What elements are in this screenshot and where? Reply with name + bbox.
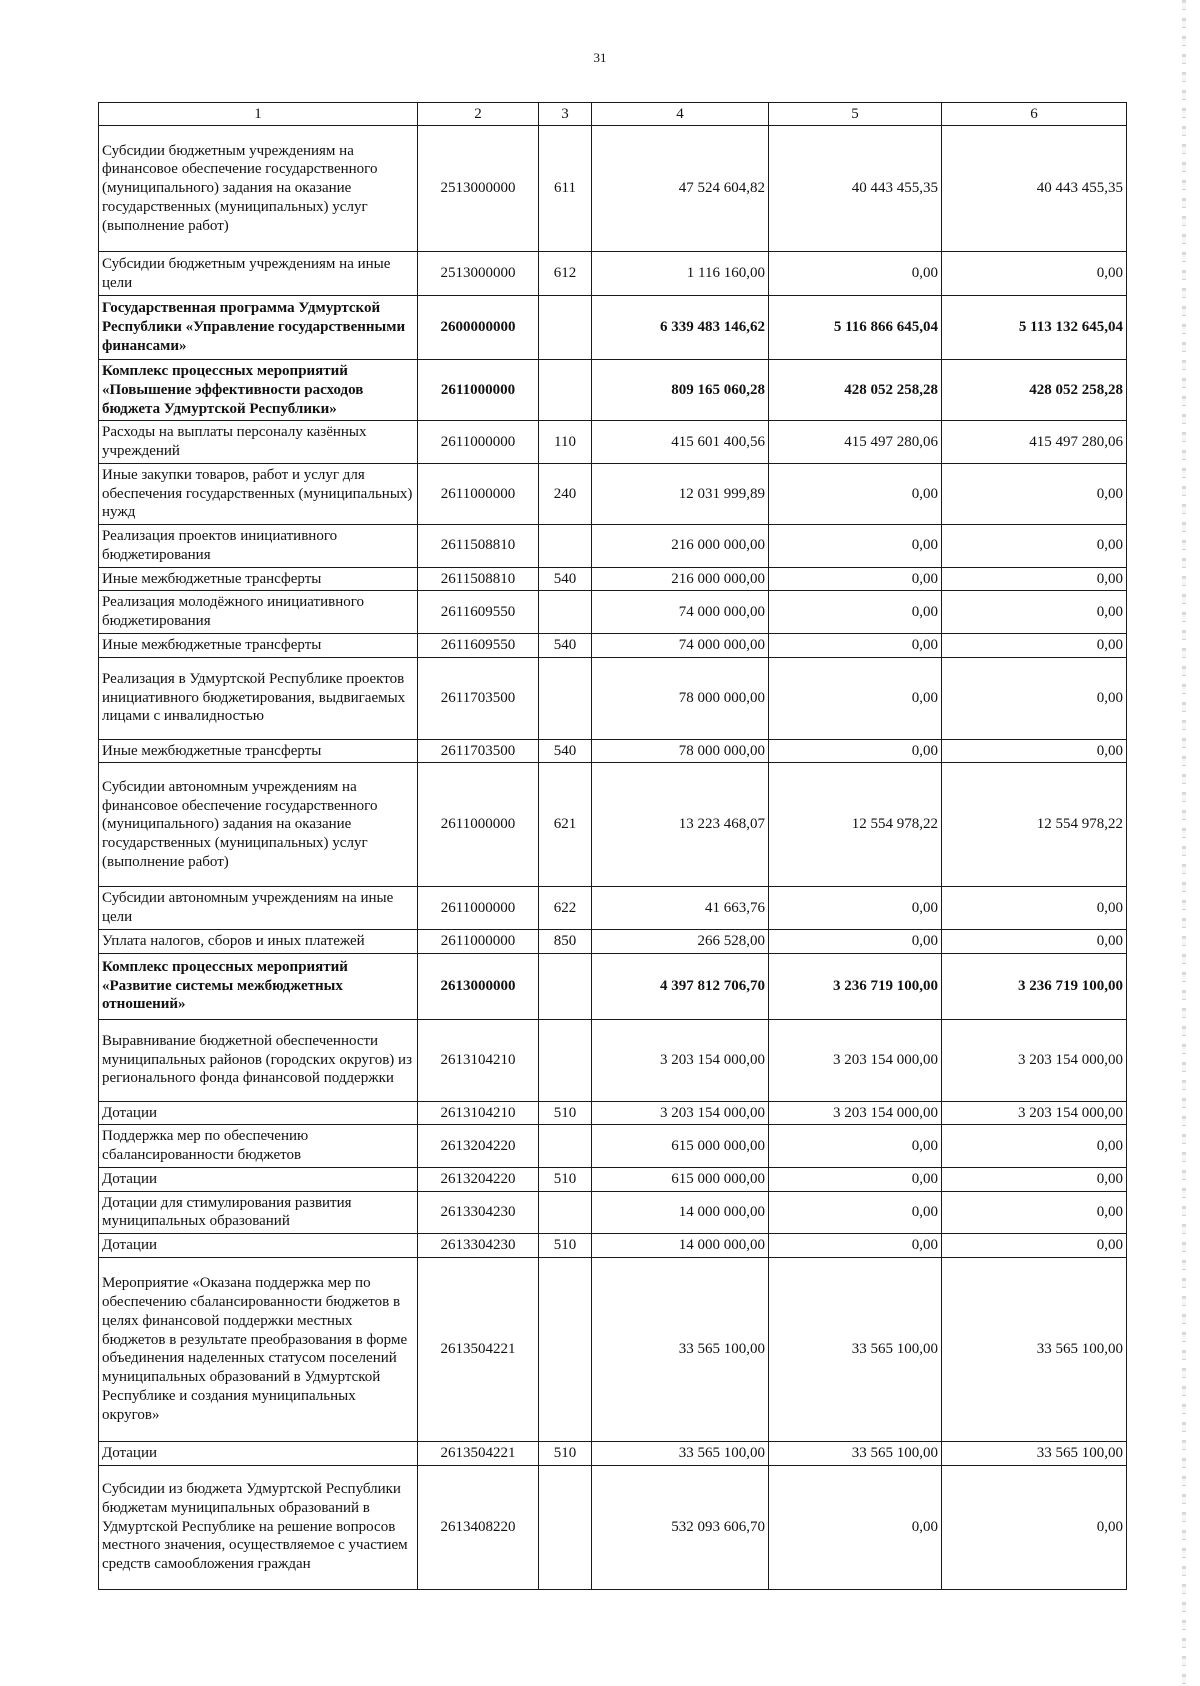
row-amount-3: 33 565 100,00 [942,1441,1127,1465]
row-name: Субсидии автономным учреждениям на иные цели [99,887,418,930]
table-row [99,525,1127,568]
row-expense-type [539,1191,592,1234]
row-amount-2: 3 203 154 000,00 [769,1101,942,1125]
row-name: Субсидии из бюджета Удмуртской Республики бюджетам муниципальных образований в Удмуртской Республике на решение вопросов местного значения, осуществляемое с участием средств самообложения граждан [99,1465,418,1589]
row-amount-2: 0,00 [769,1465,942,1589]
row-expense-type: 850 [539,929,592,953]
row-code: 2613504221 [418,1441,539,1465]
row-amount-2: 428 052 258,28 [769,360,942,421]
row-name: Мероприятие «Оказана поддержка мер по обеспечению сбалансированности бюджетов в целях финансовой поддержки местных бюджетов в результате преобразования в форме объединения наделенных статусом поселений муниципальных образований в Удмуртской Республике и создания муниципальных округов» [99,1257,418,1441]
row-amount-3: 3 236 719 100,00 [942,953,1127,1019]
row-name: Реализация проектов инициативного бюджетирования [99,525,418,568]
table-row [99,929,1127,953]
row-amount-3: 0,00 [942,633,1127,657]
row-amount-2: 0,00 [769,525,942,568]
row-expense-type: 540 [539,739,592,763]
row-amount-2: 40 443 455,35 [769,126,942,252]
row-amount-1: 615 000 000,00 [592,1125,769,1168]
row-amount-2: 0,00 [769,887,942,930]
row-amount-2: 0,00 [769,1234,942,1258]
row-expense-type: 510 [539,1101,592,1125]
row-amount-3: 0,00 [942,887,1127,930]
table-row [99,360,1127,421]
row-expense-type [539,953,592,1019]
row-amount-1: 415 601 400,56 [592,421,769,464]
row-amount-1: 33 565 100,00 [592,1441,769,1465]
row-code: 2613408220 [418,1465,539,1589]
row-amount-1: 12 031 999,89 [592,463,769,524]
row-amount-1: 78 000 000,00 [592,657,769,739]
row-amount-3: 0,00 [942,525,1127,568]
row-code: 2611000000 [418,887,539,930]
row-amount-3: 0,00 [942,591,1127,634]
row-amount-1: 78 000 000,00 [592,739,769,763]
row-name: Государственная программа Удмуртской Республики «Управление государственными финансами» [99,296,418,360]
table-row [99,463,1127,524]
column-header: 5 [769,103,942,126]
row-name: Субсидии автономным учреждениям на финансовое обеспечение государственного (муниципального) задания на оказание государственных (муниципальных) услуг (выполнение работ) [99,763,418,887]
table-row [99,953,1127,1019]
row-amount-1: 41 663,76 [592,887,769,930]
row-amount-1: 615 000 000,00 [592,1167,769,1191]
header-row [99,103,1127,126]
table-row [99,252,1127,296]
row-amount-2: 0,00 [769,1191,942,1234]
row-amount-1: 6 339 483 146,62 [592,296,769,360]
row-amount-3: 0,00 [942,252,1127,296]
row-amount-2: 0,00 [769,591,942,634]
row-amount-3: 0,00 [942,739,1127,763]
row-amount-3: 0,00 [942,567,1127,591]
row-amount-3: 40 443 455,35 [942,126,1127,252]
row-amount-1: 809 165 060,28 [592,360,769,421]
row-name: Выравнивание бюджетной обеспеченности муниципальных районов (городских округов) из регионального фонда финансовой поддержки [99,1019,418,1101]
table-row [99,763,1127,887]
table-row [99,887,1127,930]
row-amount-2: 0,00 [769,1167,942,1191]
page-number: 31 [593,50,607,65]
table-row [99,1465,1127,1589]
row-expense-type: 612 [539,252,592,296]
table-row [99,421,1127,464]
row-expense-type [539,360,592,421]
row-expense-type [539,296,592,360]
row-name: Иные закупки товаров, работ и услуг для обеспечения государственных (муниципальных) нужд [99,463,418,524]
table-row [99,739,1127,763]
row-amount-2: 0,00 [769,633,942,657]
row-code: 2611000000 [418,929,539,953]
row-code: 2611609550 [418,633,539,657]
row-amount-3: 0,00 [942,1125,1127,1168]
row-amount-3: 415 497 280,06 [942,421,1127,464]
row-code: 2513000000 [418,252,539,296]
row-name: Дотации для стимулирования развития муниципальных образований [99,1191,418,1234]
row-amount-1: 47 524 604,82 [592,126,769,252]
row-expense-type: 110 [539,421,592,464]
row-amount-1: 532 093 606,70 [592,1465,769,1589]
row-expense-type [539,657,592,739]
row-name: Дотации [99,1167,418,1191]
row-amount-2: 33 565 100,00 [769,1257,942,1441]
row-amount-2: 0,00 [769,657,942,739]
row-code: 2613304230 [418,1191,539,1234]
column-header: 6 [942,103,1127,126]
budget-table [98,102,1127,1590]
row-amount-2: 12 554 978,22 [769,763,942,887]
row-amount-3: 0,00 [942,929,1127,953]
row-code: 2613104210 [418,1019,539,1101]
row-name: Комплекс процессных мероприятий «Повышение эффективности расходов бюджета Удмуртской Республики» [99,360,418,421]
row-expense-type [539,1125,592,1168]
scan-edge [1182,0,1186,1686]
row-amount-3: 0,00 [942,1234,1127,1258]
row-name: Реализация молодёжного инициативного бюджетирования [99,591,418,634]
row-code: 2611703500 [418,739,539,763]
row-amount-1: 13 223 468,07 [592,763,769,887]
row-code: 2611000000 [418,763,539,887]
row-amount-2: 0,00 [769,1125,942,1168]
row-code: 2613304230 [418,1234,539,1258]
table-row [99,296,1127,360]
row-name: Субсидии бюджетным учреждениям на иные цели [99,252,418,296]
row-code: 2613104210 [418,1101,539,1125]
row-name: Реализация в Удмуртской Республике проектов инициативного бюджетирования, выдвигаемых лицами с инвалидностью [99,657,418,739]
row-code: 2613204220 [418,1167,539,1191]
row-amount-3: 12 554 978,22 [942,763,1127,887]
row-code: 2611000000 [418,421,539,464]
row-expense-type [539,1257,592,1441]
row-amount-3: 0,00 [942,1465,1127,1589]
row-amount-1: 266 528,00 [592,929,769,953]
row-expense-type [539,525,592,568]
row-amount-2: 0,00 [769,567,942,591]
table-row [99,591,1127,634]
row-name: Уплата налогов, сборов и иных платежей [99,929,418,953]
row-amount-2: 33 565 100,00 [769,1441,942,1465]
row-amount-1: 216 000 000,00 [592,525,769,568]
row-expense-type: 510 [539,1167,592,1191]
table-row [99,126,1127,252]
table-row [99,1019,1127,1101]
row-expense-type: 540 [539,633,592,657]
table-row [99,1191,1127,1234]
row-name: Расходы на выплаты персоналу казённых учреждений [99,421,418,464]
row-code: 2600000000 [418,296,539,360]
row-amount-3: 0,00 [942,463,1127,524]
row-expense-type: 510 [539,1234,592,1258]
row-name: Субсидии бюджетным учреждениям на финансовое обеспечение государственного (муниципального) задания на оказание государственных (муниципальных) услуг (выполнение работ) [99,126,418,252]
column-header: 3 [539,103,592,126]
row-amount-1: 33 565 100,00 [592,1257,769,1441]
row-name: Дотации [99,1101,418,1125]
row-amount-2: 3 236 719 100,00 [769,953,942,1019]
row-amount-3: 3 203 154 000,00 [942,1101,1127,1125]
table-row [99,1441,1127,1465]
row-expense-type [539,1019,592,1101]
row-amount-3: 0,00 [942,657,1127,739]
row-amount-3: 5 113 132 645,04 [942,296,1127,360]
row-amount-1: 4 397 812 706,70 [592,953,769,1019]
row-code: 2611609550 [418,591,539,634]
row-amount-1: 3 203 154 000,00 [592,1019,769,1101]
row-amount-3: 0,00 [942,1167,1127,1191]
row-name: Дотации [99,1441,418,1465]
table-row [99,567,1127,591]
row-name: Иные межбюджетные трансферты [99,567,418,591]
row-amount-1: 14 000 000,00 [592,1191,769,1234]
row-amount-1: 14 000 000,00 [592,1234,769,1258]
row-amount-3: 3 203 154 000,00 [942,1019,1127,1101]
row-code: 2613504221 [418,1257,539,1441]
row-code: 2613204220 [418,1125,539,1168]
row-code: 2613000000 [418,953,539,1019]
table-row [99,1101,1127,1125]
table-row [99,633,1127,657]
row-expense-type: 510 [539,1441,592,1465]
row-amount-1: 3 203 154 000,00 [592,1101,769,1125]
table-row [99,1257,1127,1441]
row-amount-3: 0,00 [942,1191,1127,1234]
row-expense-type: 540 [539,567,592,591]
table-row [99,1234,1127,1258]
row-amount-1: 74 000 000,00 [592,633,769,657]
row-amount-2: 0,00 [769,463,942,524]
table-row [99,1167,1127,1191]
row-code: 2611000000 [418,360,539,421]
row-code: 2611508810 [418,567,539,591]
row-amount-1: 74 000 000,00 [592,591,769,634]
row-code: 2611508810 [418,525,539,568]
row-amount-2: 5 116 866 645,04 [769,296,942,360]
row-expense-type [539,591,592,634]
row-code: 2611703500 [418,657,539,739]
column-header: 1 [99,103,418,126]
row-expense-type: 240 [539,463,592,524]
row-amount-3: 33 565 100,00 [942,1257,1127,1441]
row-expense-type [539,1465,592,1589]
row-name: Иные межбюджетные трансферты [99,739,418,763]
row-amount-1: 1 116 160,00 [592,252,769,296]
row-name: Иные межбюджетные трансферты [99,633,418,657]
row-expense-type: 622 [539,887,592,930]
table-row [99,657,1127,739]
row-name: Комплекс процессных мероприятий «Развитие системы межбюджетных отношений» [99,953,418,1019]
row-amount-2: 0,00 [769,252,942,296]
column-header: 2 [418,103,539,126]
row-name: Поддержка мер по обеспечению сбалансированности бюджетов [99,1125,418,1168]
row-code: 2611000000 [418,463,539,524]
row-expense-type: 621 [539,763,592,887]
column-header: 4 [592,103,769,126]
row-name: Дотации [99,1234,418,1258]
row-amount-1: 216 000 000,00 [592,567,769,591]
row-amount-2: 415 497 280,06 [769,421,942,464]
row-code: 2513000000 [418,126,539,252]
row-amount-2: 0,00 [769,929,942,953]
row-amount-2: 3 203 154 000,00 [769,1019,942,1101]
table-row [99,1125,1127,1168]
row-expense-type: 611 [539,126,592,252]
row-amount-3: 428 052 258,28 [942,360,1127,421]
row-amount-2: 0,00 [769,739,942,763]
